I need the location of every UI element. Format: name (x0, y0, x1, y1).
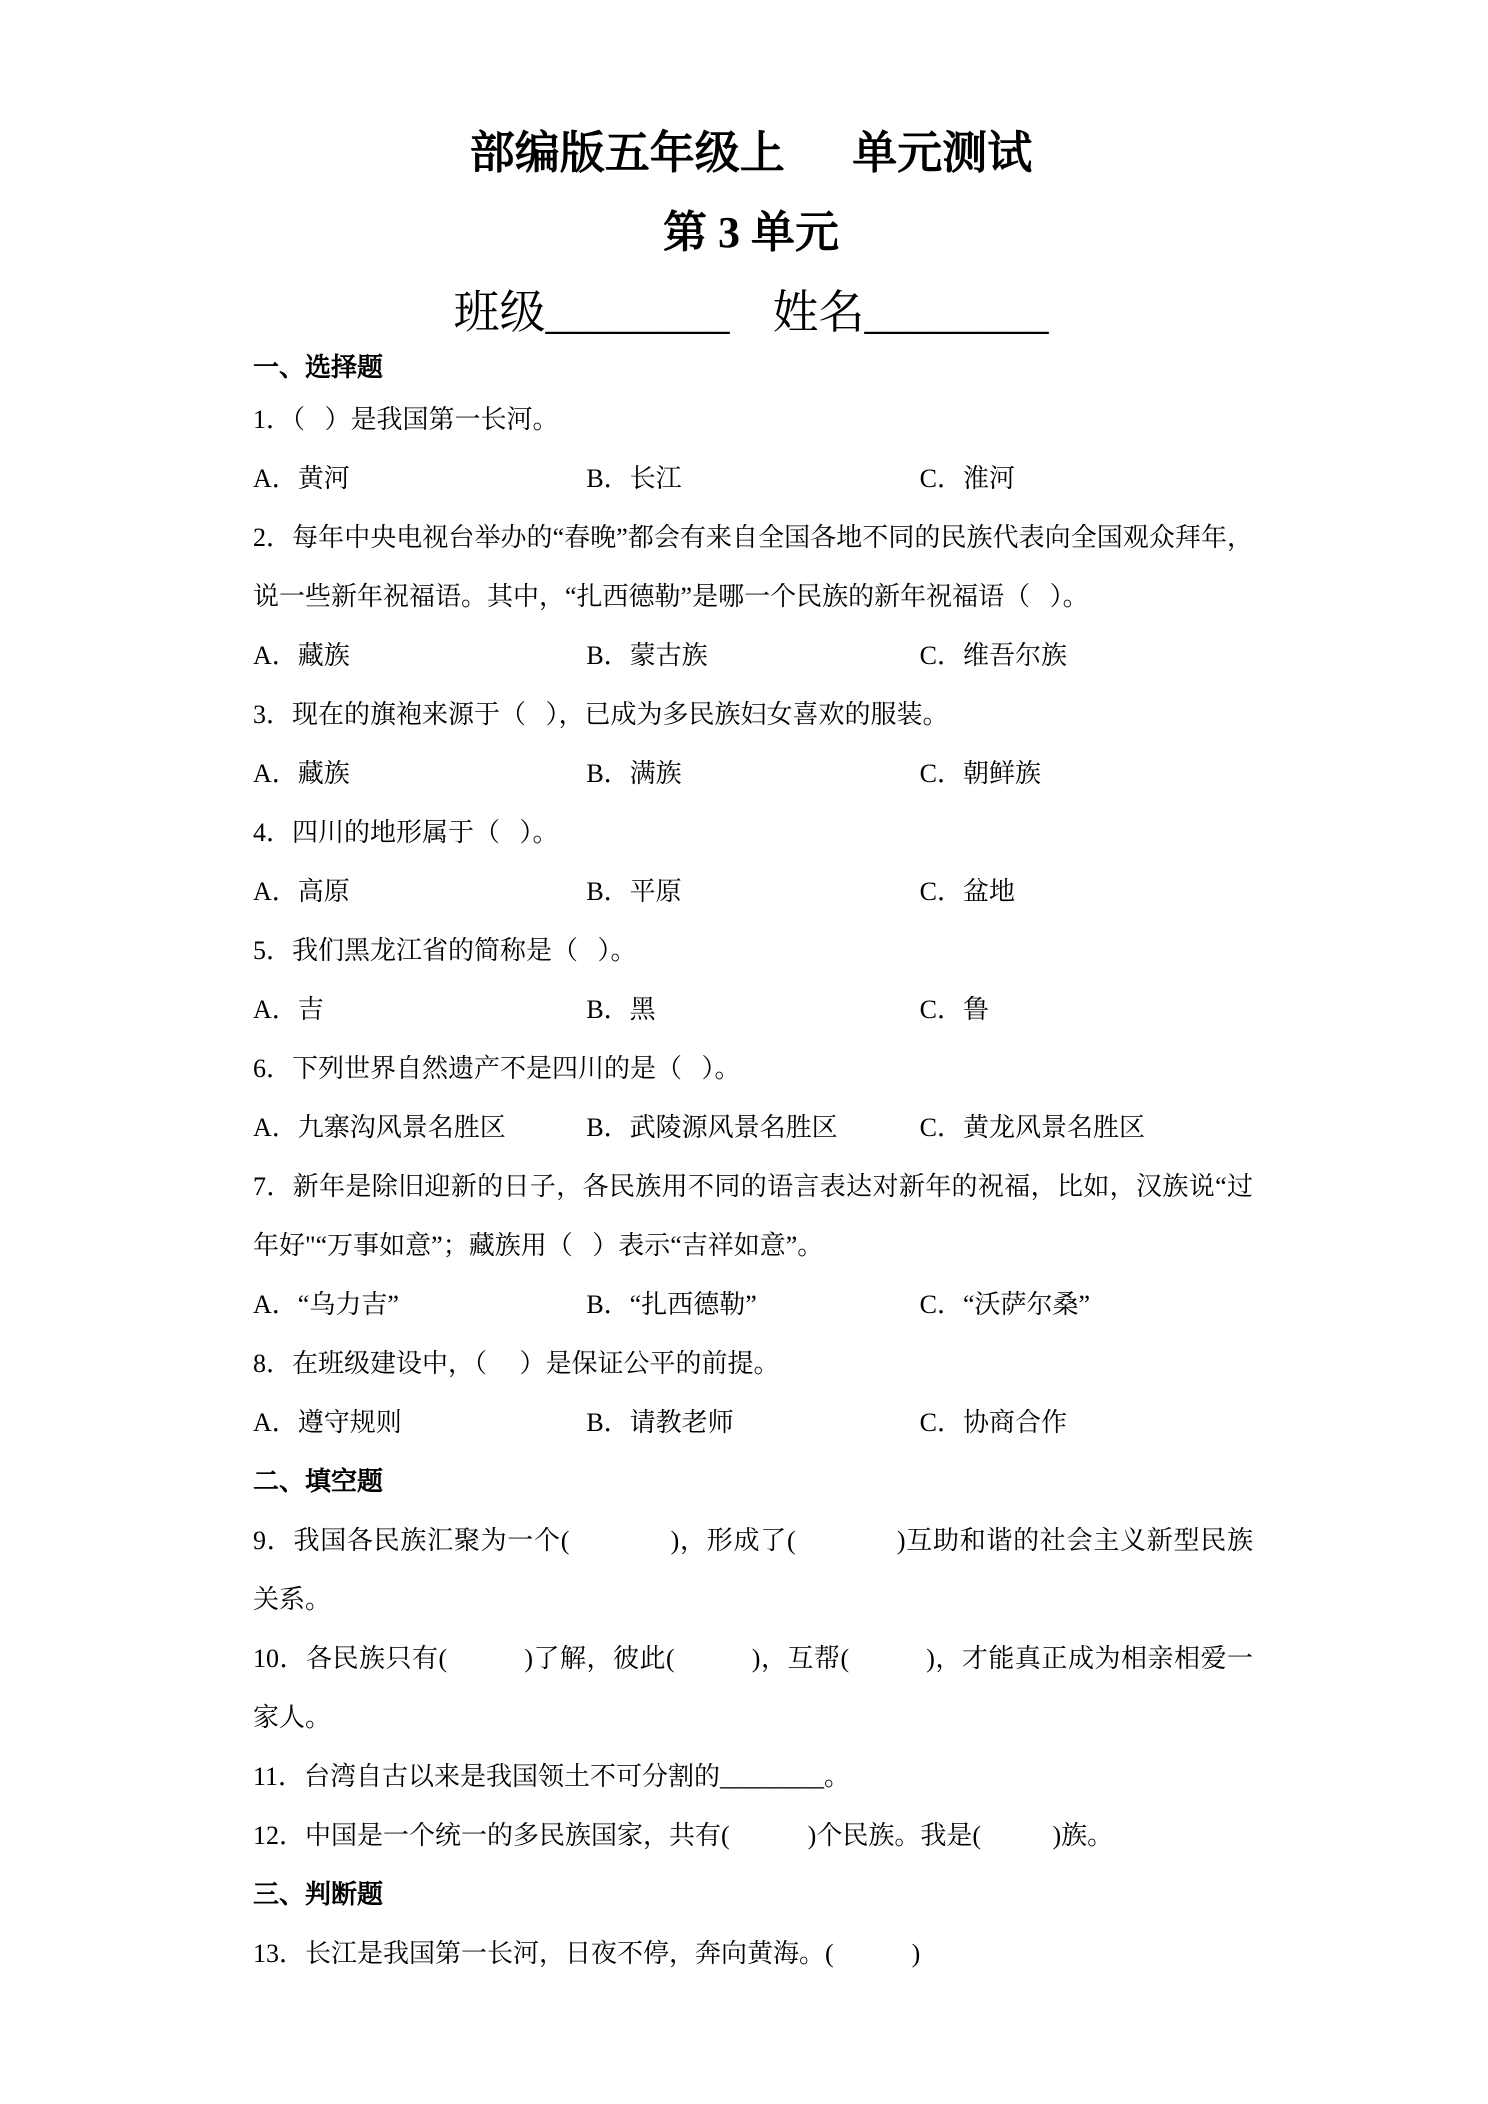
option-text: “乌力吉” (297, 1290, 399, 1319)
question-2-text-line-2: 说一些新年祝福语。其中，“扎西德勒”是哪一个民族的新年祝福语（ ）。 (253, 582, 1089, 611)
option-label: C． (919, 641, 963, 670)
option-label: B． (586, 877, 630, 906)
question-5-text: 5．我们黑龙江省的简称是（ ）。 (253, 936, 637, 965)
option-label: B． (586, 1408, 630, 1437)
option-text: 蒙古族 (629, 641, 708, 670)
question-1-option-b (586, 449, 919, 508)
question-8-options (253, 1393, 1253, 1452)
option-label: A． (253, 759, 298, 788)
question-6-text: 6．下列世界自然遗产不是四川的是（ ）。 (253, 1054, 741, 1083)
option-label: B． (586, 1290, 630, 1319)
question-3-option-b (586, 744, 919, 803)
option-text: 盆地 (963, 877, 1016, 906)
question-6-options (253, 1098, 1253, 1157)
question-3-text: 3．现在的旗袍来源于（ ），已成为多民族妇女喜欢的服装。 (253, 700, 949, 729)
option-text: 武陵源风景名胜区 (629, 1113, 838, 1142)
option-text: 藏族 (297, 641, 350, 670)
option-text: 协商合作 (963, 1408, 1068, 1437)
question-5-option-b (586, 980, 919, 1039)
question-10-text-line-2: 家人。 (253, 1703, 332, 1732)
option-label: A． (253, 1408, 298, 1437)
option-text: 遵守规则 (297, 1408, 402, 1437)
option-text: 黑 (629, 995, 656, 1024)
option-text: 淮河 (963, 464, 1016, 493)
name-field: 姓名________ (772, 287, 1049, 338)
question-10-text-line-1: 10．各民族只有( )了解，彼此( )，互帮( )，才能真正成为相亲相爱一 (253, 1644, 1253, 1673)
option-text: “扎西德勒” (629, 1290, 757, 1319)
question-7-option-b (586, 1275, 919, 1334)
question-6-option-c (920, 1098, 1253, 1157)
option-label: A． (253, 1113, 298, 1142)
question-5-options (253, 980, 1253, 1039)
option-label: C． (919, 995, 963, 1024)
question-7-option-c (920, 1275, 1253, 1334)
option-label: C． (919, 877, 963, 906)
section-heading-true-false: 三、判断题 (253, 1880, 384, 1909)
question-4-text: 4．四川的地形属于（ ）。 (253, 818, 559, 847)
option-text: 维吾尔族 (963, 641, 1068, 670)
question-1-option-a (253, 449, 586, 508)
option-text: 吉 (297, 995, 324, 1024)
option-text: 朝鲜族 (963, 759, 1042, 788)
class-field: 班级________ (453, 287, 730, 338)
question-5-option-a (253, 980, 586, 1039)
question-7-options (253, 1275, 1253, 1334)
exam-content (253, 339, 1253, 1983)
question-2-options (253, 626, 1253, 685)
question-1-options (253, 449, 1253, 508)
option-label: B． (586, 464, 630, 493)
question-4-options (253, 862, 1253, 921)
question-7-option-a (253, 1275, 586, 1334)
question-11-text: 11．台湾自古以来是我国领土不可分割的________。 (253, 1762, 851, 1791)
question-4-option-b (586, 862, 919, 921)
question-3-options (253, 744, 1253, 803)
question-8-option-c (920, 1393, 1253, 1452)
question-1-option-c (920, 449, 1253, 508)
option-label: C． (919, 1113, 963, 1142)
option-label: C． (919, 1290, 963, 1319)
student-info-fields (0, 283, 1488, 343)
option-text: 长江 (629, 464, 682, 493)
question-2-option-b (586, 626, 919, 685)
option-text: 平原 (629, 877, 682, 906)
question-6-option-a (253, 1098, 586, 1157)
option-text: 满族 (629, 759, 682, 788)
option-text: 藏族 (297, 759, 350, 788)
option-label: A． (253, 464, 298, 493)
option-label: B． (586, 641, 630, 670)
question-4-option-a (253, 862, 586, 921)
question-2-option-a (253, 626, 586, 685)
section-heading-fill-in-blank: 二、填空题 (253, 1467, 384, 1496)
option-label: C． (919, 1408, 963, 1437)
question-7-text-line-2: 年好"“万事如意”；藏族用（ ）表示“吉祥如意”。 (253, 1231, 824, 1260)
question-4-option-c (920, 862, 1253, 921)
question-13-text: 13．长江是我国第一长河，日夜不停，奔向黄海。( ) (253, 1939, 921, 1968)
option-text: 黄河 (297, 464, 350, 493)
option-label: A． (253, 995, 298, 1024)
option-label: A． (253, 1290, 298, 1319)
option-text: 高原 (297, 877, 350, 906)
question-7-text-line-1: 7．新年是除旧迎新的日子，各民族用不同的语言表达对新年的祝福，比如，汉族说“过 (253, 1172, 1253, 1201)
option-text: 请教老师 (629, 1408, 734, 1437)
page-title: 部编版五年级上 单元测试 (469, 128, 1033, 178)
question-6-option-b (586, 1098, 919, 1157)
question-8-option-a (253, 1393, 586, 1452)
option-label: A． (253, 641, 298, 670)
question-1-text: 1．（ ）是我国第一长河。 (253, 405, 559, 434)
question-12-text: 12．中国是一个统一的多民族国家，共有( )个民族。我是( )族。 (253, 1821, 1114, 1850)
option-label: C． (919, 759, 963, 788)
option-label: B． (586, 995, 630, 1024)
option-label: B． (586, 1113, 630, 1142)
question-8-option-b (586, 1393, 919, 1452)
question-9-text-line-1: 9．我国各民族汇聚为一个( )，形成了( )互助和谐的社会主义新型民族 (253, 1526, 1253, 1555)
option-label: A． (253, 877, 298, 906)
question-2-text-line-1: 2．每年中央电视台举办的“春晚”都会有来自全国各地不同的民族代表向全国观众拜年， (253, 523, 1253, 552)
option-text: “沃萨尔桑” (963, 1290, 1091, 1319)
question-8-text: 8．在班级建设中，（ ）是保证公平的前提。 (253, 1349, 780, 1378)
question-2-option-c (920, 626, 1253, 685)
option-label: B． (586, 759, 630, 788)
section-heading-multiple-choice: 一、选择题 (253, 353, 384, 382)
unit-title: 第 3 单元 (663, 208, 839, 257)
question-3-option-a (253, 744, 586, 803)
option-label: C． (919, 464, 963, 493)
question-9-text-line-2: 关系。 (253, 1585, 332, 1614)
option-text: 鲁 (963, 995, 990, 1024)
option-text: 黄龙风景名胜区 (963, 1113, 1146, 1142)
question-3-option-c (920, 744, 1253, 803)
option-text: 九寨沟风景名胜区 (297, 1113, 506, 1142)
question-5-option-c (920, 980, 1253, 1039)
